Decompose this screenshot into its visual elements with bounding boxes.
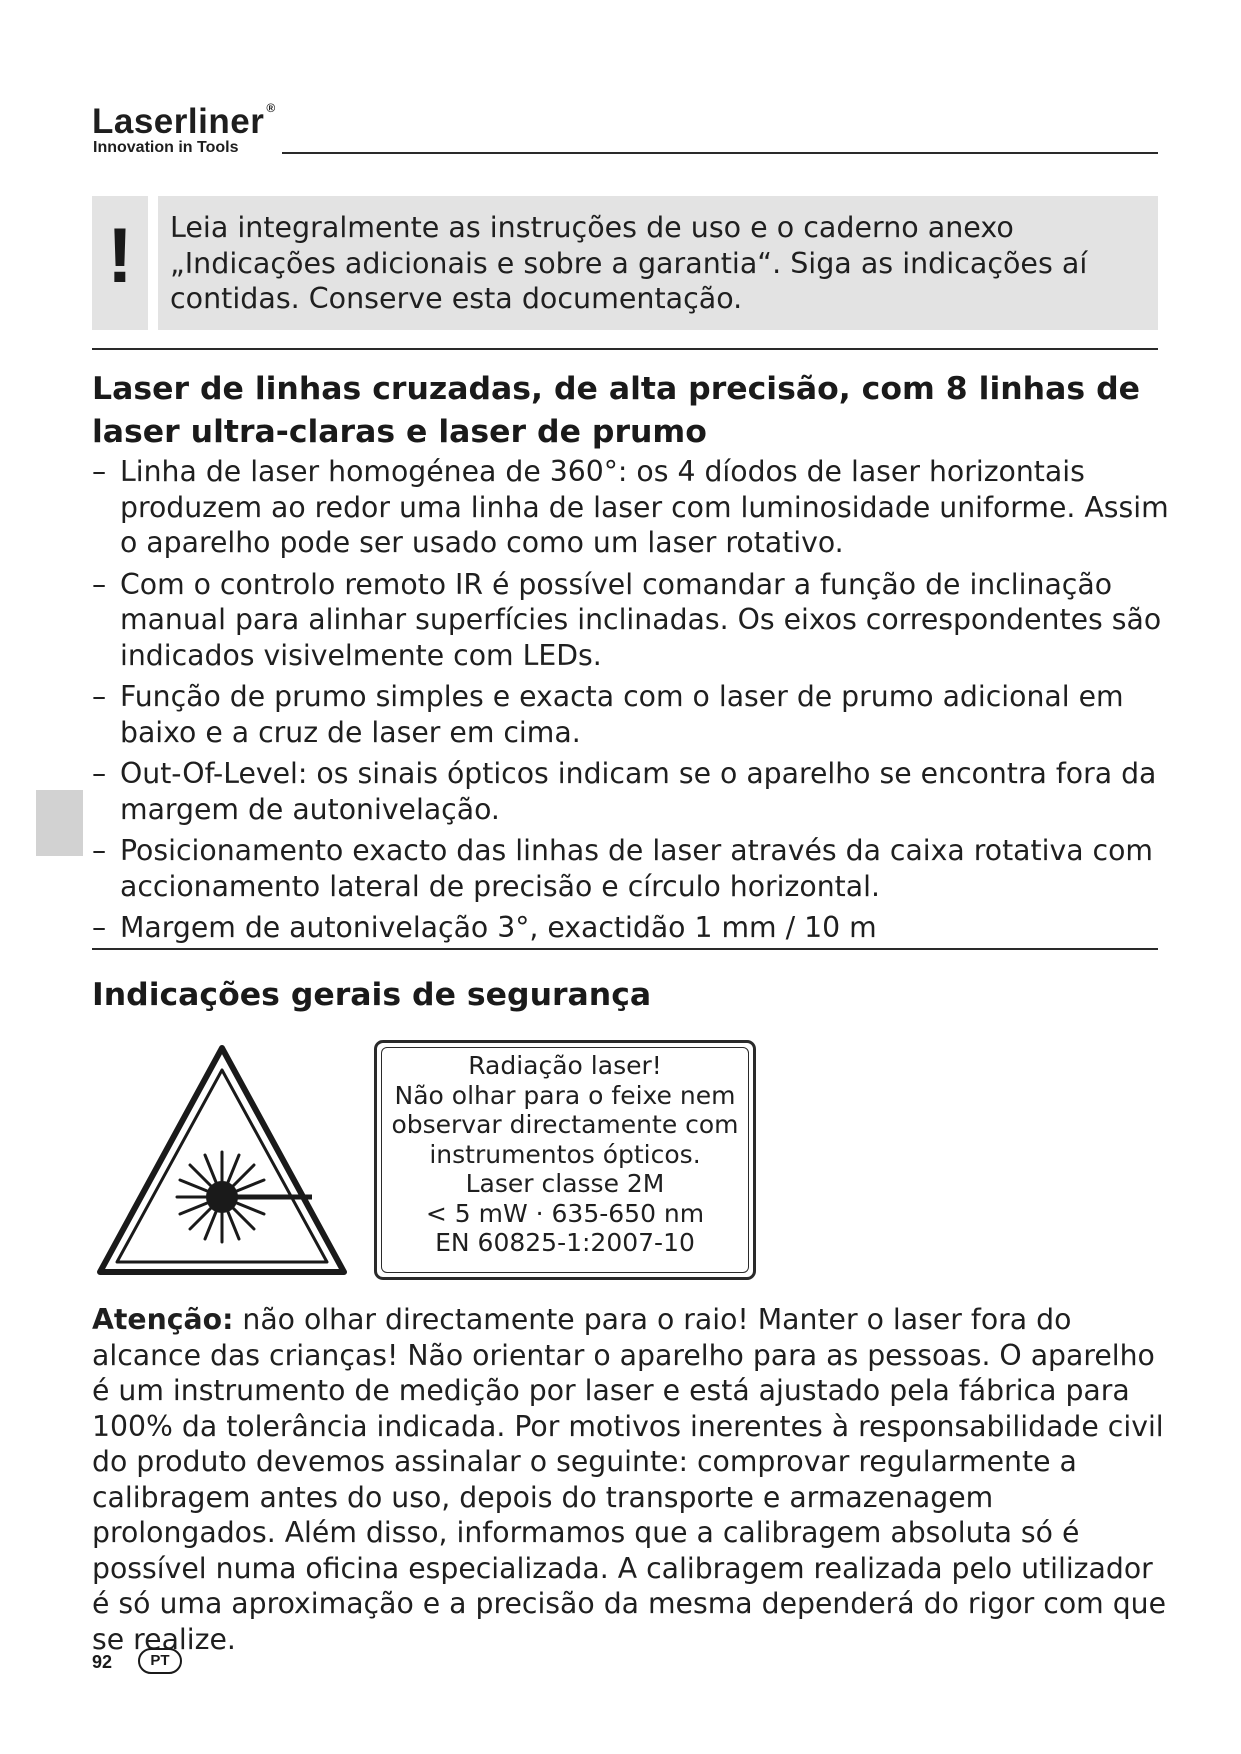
brand-logo <box>92 101 276 141</box>
header-divider <box>282 152 1158 154</box>
brand-name: Laserliner <box>92 102 265 141</box>
product-title: Laser de linhas cruzadas, de alta precisão, com 8 linhas de laser ultra-claras e laser de prumo <box>92 371 1140 450</box>
dash-bullet: – <box>92 680 107 713</box>
feature-item: – Margem de autonivelação 3°, exactidão 1 mm / 10 m <box>92 911 877 944</box>
read-instructions-notice <box>92 196 1158 330</box>
brand-tagline: Innovation in Tools <box>93 139 239 156</box>
feature-item: – Posicionamento exacto das linhas de laser através da caixa rotativa com accionamento lateral de precisão e círculo horizontal. <box>92 834 1153 903</box>
notice-box <box>158 196 1158 330</box>
notice-text: Leia integralmente as instruções de uso e o caderno anexo „Indicações adicionais e sobre a garantia“. Siga as indicações aí contidas. Conserve esta documentação. <box>170 211 1088 315</box>
attention-text: não olhar directamente para o raio! Manter o laser fora do alcance das crianças! Não orientar o aparelho para as pessoas. O aparelho é um instrumento de medição por laser e está ajustado pela fábrica para 100% da tolerância indicada. Por motivos inerentes à responsabilidade civil do produto devemos assinalar o seguinte: comprovar regularmente a calibragem antes do uso, depois do transporte e armazenagem prolongados. Além disso, informamos que a calibragem absoluta só é possível numa oficina especializada. A calibragem realizada pelo utilizador é só uma aproximação e a precisão da mesma dependerá do rigor com que se realize. <box>92 1303 1167 1656</box>
dash-bullet: – <box>92 455 107 488</box>
feature-item: – Com o controlo remoto IR é possível comandar a função de inclinação manual para alinhar superfícies inclinadas. Os eixos correspondentes são indicados visivelmente com LEDs. <box>92 567 1162 672</box>
dash-bullet: – <box>92 567 107 601</box>
page-header <box>92 101 1158 160</box>
laser-class-label <box>374 1040 756 1280</box>
feature-item: – Linha de laser homogénea de 360°: os 4 díodos de laser horizontais produzem ao redor uma linha de laser com luminosidade uniforme. Assim o aparelho pode ser usado como um laser rotativo. <box>92 455 1169 559</box>
label-line: observar directamente com <box>391 1110 739 1139</box>
dash-bullet: – <box>92 911 107 944</box>
attention-paragraph <box>92 1302 1172 1657</box>
label-line: Não olhar para o feixe nem <box>394 1080 736 1110</box>
attention-label: Atenção: <box>92 1303 234 1336</box>
section-divider <box>92 948 1158 950</box>
safety-title: Indicações gerais de segurança <box>92 977 652 1013</box>
page-number: 92 <box>92 1652 113 1672</box>
dash-bullet: – <box>92 757 107 790</box>
label-line: Radiação laser! <box>468 1051 662 1080</box>
registered-mark: ® <box>266 101 276 115</box>
label-line: instrumentos ópticos. <box>429 1139 701 1169</box>
language-badge: PT <box>138 1648 182 1674</box>
laser-warning-triangle-icon <box>94 1040 350 1280</box>
feature-item: – Função de prumo simples e exacta com o laser de prumo adicional em baixo e a cruz de laser em cima. <box>92 680 1124 749</box>
feature-list <box>92 454 1172 952</box>
chapter-tab-marker <box>36 790 83 856</box>
exclamation-icon: ! <box>92 196 148 330</box>
dash-bullet: – <box>92 834 107 867</box>
feature-item: – Out-Of-Level: os sinais ópticos indicam se o aparelho se encontra fora da margem de autonivelação. <box>92 757 1157 826</box>
section-divider <box>92 348 1158 350</box>
label-line: Laser classe 2M <box>465 1169 665 1198</box>
label-line: < 5 mW · 635-650 nm <box>425 1198 705 1228</box>
label-line: EN 60825-1:2007-10 <box>435 1228 695 1257</box>
